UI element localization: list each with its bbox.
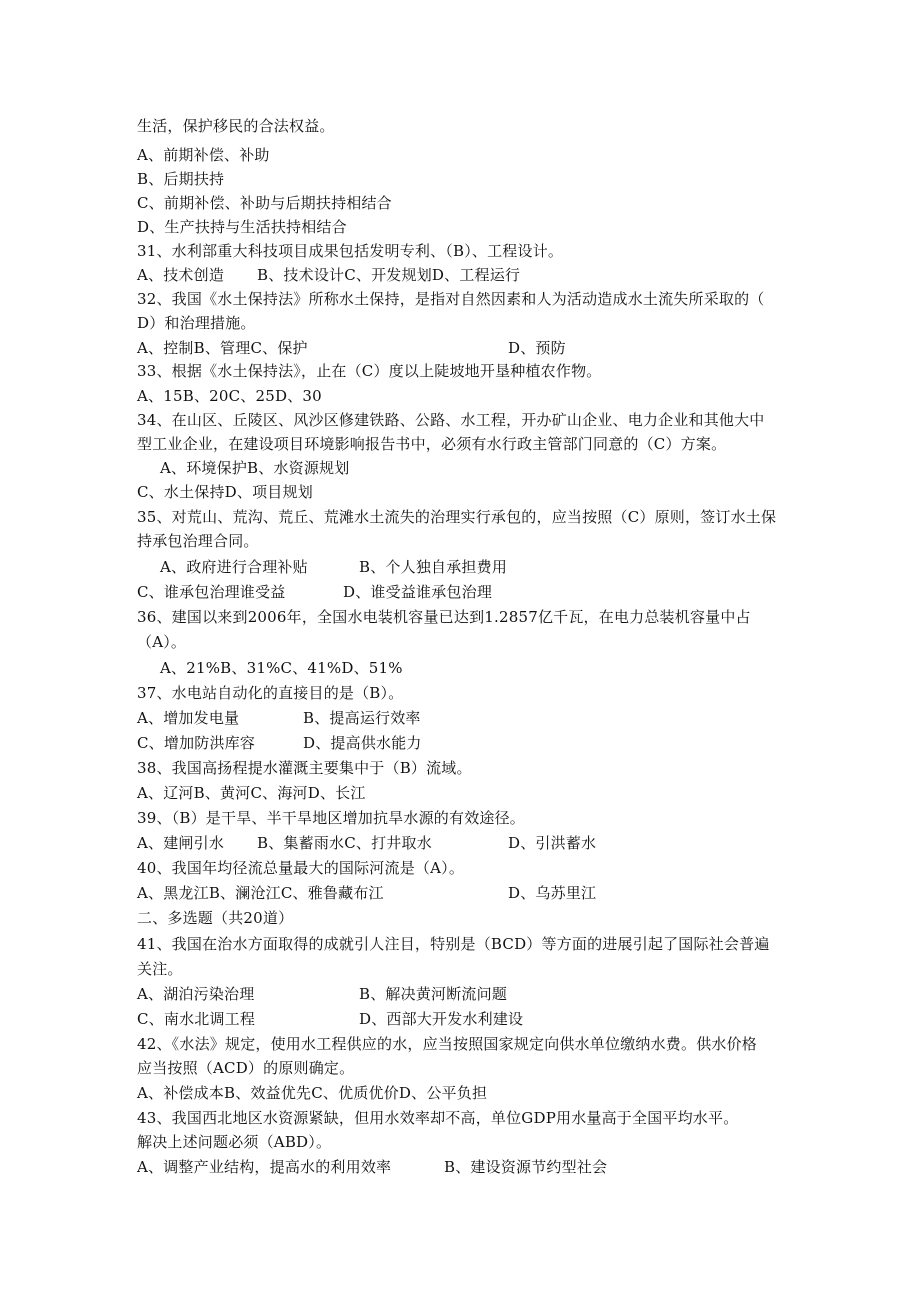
option-a: A、调整产业结构，提高水的利用效率 <box>137 1158 392 1176</box>
question-41: 41、我国在治水方面取得的成就引人注目，特别是（BCD）等方面的进展引起了国际社会普遍 <box>137 935 770 953</box>
option-b: B、建设资源节约型社会 <box>444 1158 608 1176</box>
text-line: 生活，保护移民的合法权益。 <box>137 117 335 135</box>
question-35: 35、对荒山、荒沟、荒丘、荒滩水土流失的治理实行承包的，应当按照（C）原则，签订水土保 <box>137 508 777 526</box>
question-43: 43、我国西北地区水资源紧缺，但用水效率却不高，单位GDP用水量高于全国平均水平。 <box>137 1109 739 1127</box>
question-42: 42、《水法》规定，使用水工程供应的水，应当按照国家规定向供水单位缴纳水费。供水价格 <box>137 1035 757 1053</box>
option-line: A、15B、20C、25D、30 <box>137 387 322 405</box>
option-line: D、生产扶持与生活扶持相结合 <box>137 218 347 236</box>
option-line: C、水土保持D、项目规划 <box>137 483 313 501</box>
option-line <box>137 1009 523 1029</box>
option-a: A、政府进行合理补贴 <box>160 558 308 576</box>
option-d: D、谁受益谁承包治理 <box>343 583 493 601</box>
question-41-cont: 关注。 <box>137 960 183 978</box>
option-line <box>137 984 507 1004</box>
option-line <box>137 833 596 853</box>
option-abc: A、控制B、管理C、保护 <box>137 339 308 357</box>
question-42-cont: 应当按照（ACD）的原则确定。 <box>137 1059 355 1077</box>
option-line: A、补偿成本B、效益优先C、优质优价D、公平负担 <box>137 1084 488 1102</box>
option-line: A、辽河B、黄河C、海河D、长江 <box>137 784 366 802</box>
option-d: D、引洪蓄水 <box>508 834 597 852</box>
option-c: C、谁承包治理谁受益 <box>137 583 286 601</box>
option-line <box>137 338 566 358</box>
option-line <box>137 265 520 285</box>
option-line: C、前期补偿、补助与后期扶持相结合 <box>137 194 392 212</box>
option-b: B、解决黄河断流问题 <box>359 985 508 1003</box>
option-b: B、提高运行效率 <box>303 709 421 727</box>
option-line: B、后期扶持 <box>137 170 225 188</box>
question-32-cont: D）和治理措施。 <box>137 314 256 332</box>
question-33: 33、根据《水土保持法》，止在（C）度以上陡坡地开垦种植农作物。 <box>137 362 602 380</box>
question-36-cont: （A）。 <box>137 633 187 651</box>
section-heading: 二、多选题（共20道） <box>137 909 294 927</box>
option-c: C、南水北调工程 <box>137 1010 256 1028</box>
question-37: 37、水电站自动化的直接目的是（B）。 <box>137 684 404 702</box>
option-a: A、湖泊污染治理 <box>137 985 255 1003</box>
option-d: D、西部大开发水利建设 <box>359 1010 524 1028</box>
question-40: 40、我国年均径流总量最大的国际河流是（A）。 <box>137 859 465 877</box>
option-line: A、环境保护B、水资源规划 <box>160 459 350 477</box>
question-34-cont: 型工业企业，在建设项目环境影响报告书中，必须有水行政主管部门同意的（C）方案。 <box>137 435 727 453</box>
option-d: D、乌苏里江 <box>508 884 597 902</box>
option-a: A、增加发电量 <box>137 709 240 727</box>
option-d: D、提高供水能力 <box>303 734 422 752</box>
option-line <box>160 557 507 577</box>
question-35-cont: 持承包治理合同。 <box>137 532 259 550</box>
question-32: 32、我国《水土保持法》所称水土保持，是指对自然因素和人为活动造成水土流失所采取的（ <box>137 290 765 308</box>
question-39: 39、（B）是干旱、半干旱地区增加抗旱水源的有效途径。 <box>137 809 526 827</box>
question-34: 34、在山区、丘陵区、风沙区修建铁路、公路、水工程，开办矿山企业、电力企业和其他大中 <box>137 411 765 429</box>
question-31: 31、水利部重大科技项目成果包括发明专利、（B）、工程设计。 <box>137 242 564 260</box>
option-line: A、21%B、31%C、41%D、51% <box>160 659 403 677</box>
question-36: 36、建国以来到2006年，全国水电装机容量已达到1.2857亿千瓦，在电力总装机容量中占 <box>137 608 751 626</box>
question-38: 38、我国高扬程提水灌溉主要集中于（B）流域。 <box>137 759 472 777</box>
option-line <box>137 1157 607 1177</box>
option-b: B、个人独自承担费用 <box>359 558 508 576</box>
option-line <box>137 582 492 602</box>
option-d: D、预防 <box>508 339 566 357</box>
option-bc: B、集蓄雨水C、打井取水 <box>257 834 432 852</box>
option-line: A、前期补偿、补助 <box>137 146 270 164</box>
option-line <box>137 708 421 728</box>
option-bcd: B、技术设计C、开发规划D、工程运行 <box>257 266 521 284</box>
option-c: C、增加防洪库容 <box>137 734 256 752</box>
question-43-cont: 解决上述问题必须（ABD）。 <box>137 1133 332 1151</box>
option-line <box>137 733 422 753</box>
option-line <box>137 883 596 903</box>
option-abc: A、黑龙江B、澜沧江C、雅鲁藏布江 <box>137 884 384 902</box>
option-a: A、建闸引水 <box>137 834 225 852</box>
option-a: A、技术创造 <box>137 266 225 284</box>
